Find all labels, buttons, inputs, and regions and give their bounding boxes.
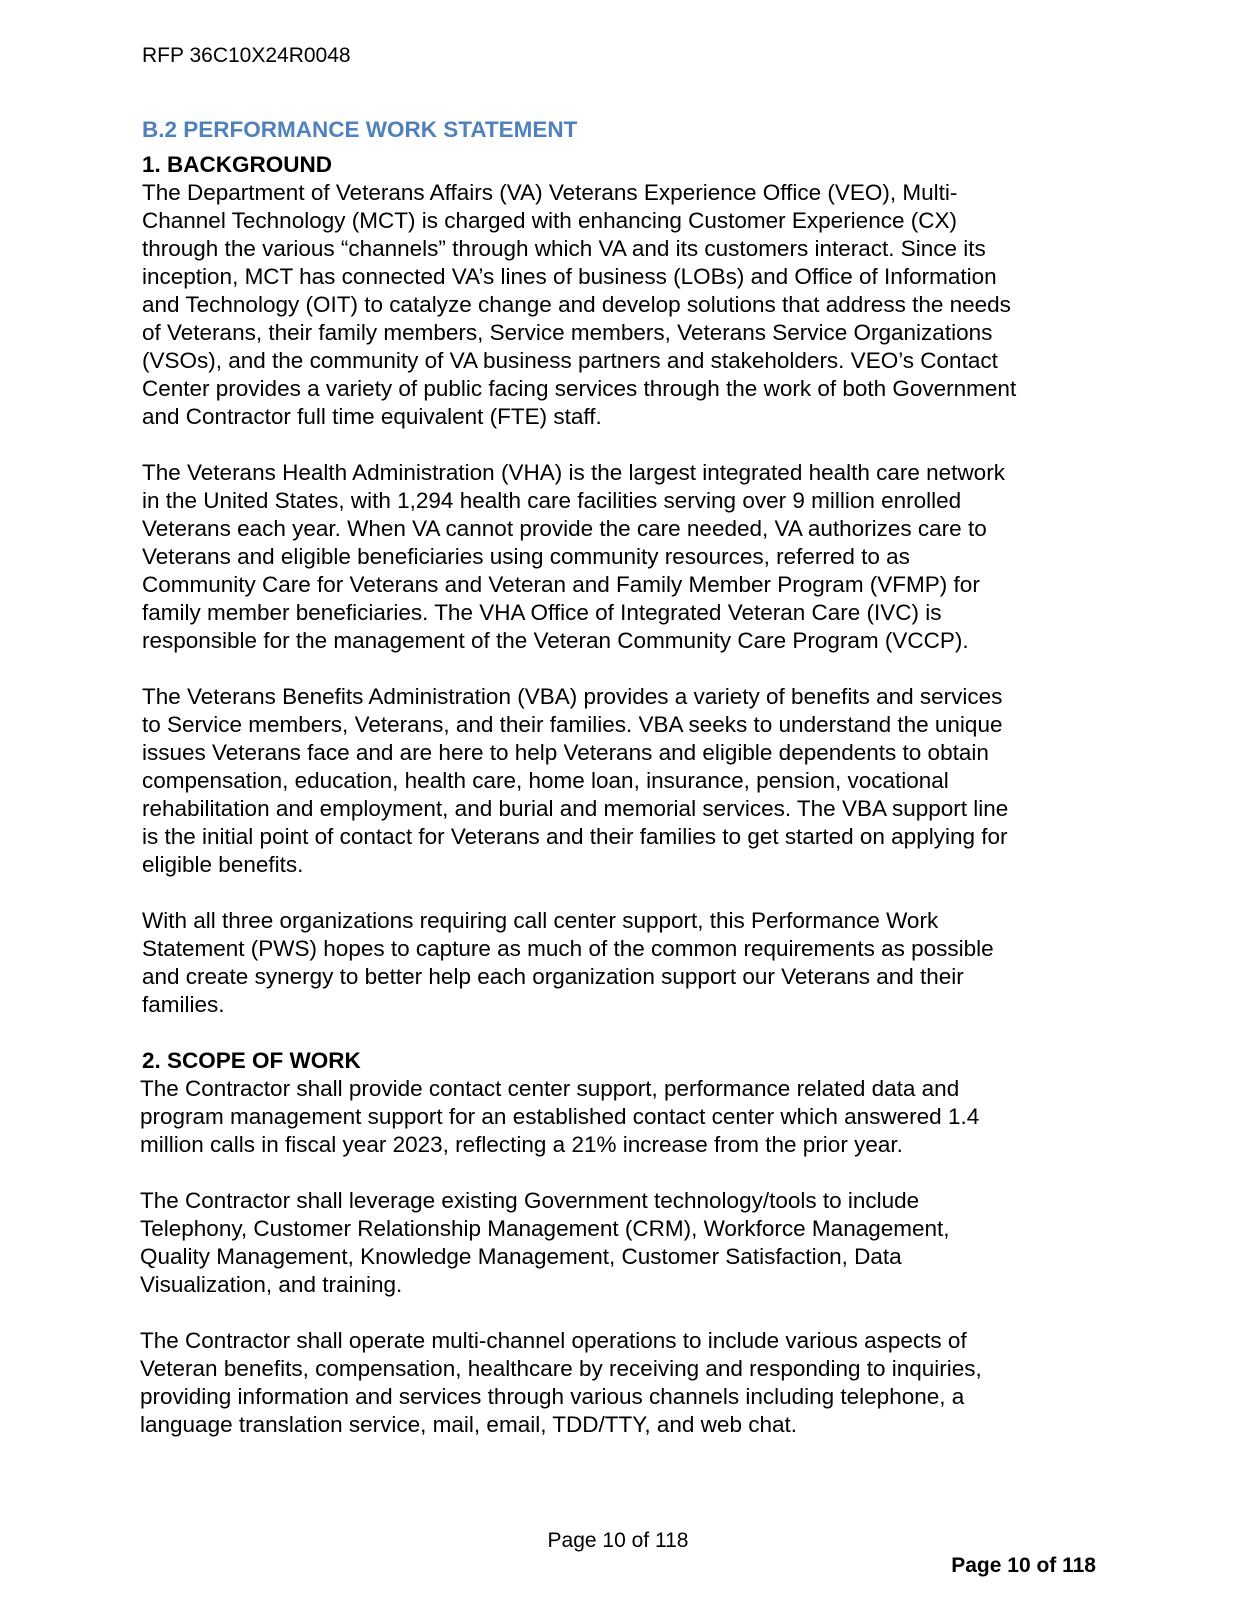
rfp-header: RFP 36C10X24R0048 — [142, 44, 351, 67]
paragraph-line: With all three organizations requiring call center support, this Performance Work — [142, 908, 939, 933]
paragraph-line: Visualization, and training. — [140, 1272, 403, 1297]
paragraph-line: Telephony, Customer Relationship Management (CRM), Workforce Management, — [140, 1216, 950, 1241]
paragraph-line: compensation, education, health care, home loan, insurance, pension, vocational — [142, 768, 949, 793]
paragraph-line: to Service members, Veterans, and their families. VBA seeks to understand the unique — [142, 712, 1003, 737]
paragraph-line: rehabilitation and employment, and burial and memorial services. The VBA support line — [142, 796, 1009, 821]
scope-paragraph — [140, 1075, 1102, 1159]
section-title: B.2 PERFORMANCE WORK STATEMENT — [142, 117, 578, 142]
paragraph-line: Statement (PWS) hopes to capture as much of the common requirements as possible — [142, 936, 994, 961]
paragraph-line: Center provides a variety of public facing services through the work of both Government — [142, 376, 1017, 401]
paragraph-line: Quality Management, Knowledge Management, Customer Satisfaction, Data — [140, 1244, 902, 1269]
paragraph-line: inception, MCT has connected VA’s lines of business (LOBs) and Office of Information — [142, 264, 997, 289]
background-heading: 1. BACKGROUND — [142, 152, 333, 177]
scope-heading: 2. SCOPE OF WORK — [142, 1048, 361, 1073]
paragraph-line: family member beneficiaries. The VHA Office of Integrated Veteran Care (IVC) is — [142, 600, 942, 625]
paragraph-line: The Contractor shall leverage existing Government technology/tools to include — [140, 1188, 920, 1213]
background-paragraph — [142, 179, 1102, 431]
paragraph-line: responsible for the management of the Veteran Community Care Program (VCCP). — [142, 628, 969, 653]
page-number-right: Page 10 of 118 — [951, 1554, 1096, 1577]
paragraph-line: Veteran benefits, compensation, healthcare by receiving and responding to inquiries, — [140, 1356, 982, 1381]
paragraph-line: issues Veterans face and are here to help Veterans and eligible dependents to obtain — [142, 740, 989, 765]
scope-section — [140, 1075, 1102, 1439]
paragraph-line: providing information and services through various channels including telephone, a — [140, 1384, 965, 1409]
paragraph-line: through the various “channels” through which VA and its customers interact. Since its — [142, 236, 986, 261]
paragraph-line: families. — [142, 992, 225, 1017]
paragraph-line: language translation service, mail, email, TDD/TTY, and web chat. — [140, 1412, 797, 1437]
paragraph-line: program management support for an established contact center which answered 1.4 — [140, 1104, 980, 1129]
paragraph-line: Veterans and eligible beneficiaries using community resources, referred to as — [142, 544, 910, 569]
background-paragraph — [142, 907, 1102, 1019]
paragraph-line: million calls in fiscal year 2023, reflecting a 21% increase from the prior year. — [140, 1132, 903, 1157]
background-paragraph — [142, 459, 1102, 655]
paragraph-line: The Department of Veterans Affairs (VA) Veterans Experience Office (VEO), Multi- — [142, 180, 958, 205]
paragraph-line: and Technology (OIT) to catalyze change and develop solutions that address the needs — [142, 292, 1011, 317]
paragraph-line: The Contractor shall provide contact center support, performance related data and — [140, 1076, 960, 1101]
paragraph-line: The Contractor shall operate multi-channel operations to include various aspects of — [140, 1328, 967, 1353]
scope-paragraph — [140, 1187, 1102, 1299]
paragraph-line: (VSOs), and the community of VA business partners and stakeholders. VEO’s Contact — [142, 348, 998, 373]
paragraph-line: and create synergy to better help each organization support our Veterans and their — [142, 964, 964, 989]
paragraph-line: The Veterans Health Administration (VHA) is the largest integrated health care network — [142, 460, 1005, 485]
paragraph-line: of Veterans, their family members, Service members, Veterans Service Organizations — [142, 320, 993, 345]
paragraph-line: The Veterans Benefits Administration (VBA) provides a variety of benefits and services — [142, 684, 1003, 709]
page-content — [142, 115, 1102, 1467]
paragraph-line: is the initial point of contact for Veterans and their families to get started on applying for — [142, 824, 1008, 849]
background-paragraph — [142, 683, 1102, 879]
paragraph-line: Community Care for Veterans and Veteran and Family Member Program (VFMP) for — [142, 572, 980, 597]
page-number-center: Page 10 of 118 — [547, 1529, 689, 1552]
paragraph-line: Channel Technology (MCT) is charged with enhancing Customer Experience (CX) — [142, 208, 957, 233]
paragraph-line: in the United States, with 1,294 health care facilities serving over 9 million enrolled — [142, 488, 962, 513]
scope-paragraph — [140, 1327, 1102, 1439]
paragraph-line: and Contractor full time equivalent (FTE) staff. — [142, 404, 602, 429]
paragraph-line: Veterans each year. When VA cannot provide the care needed, VA authorizes care to — [142, 516, 987, 541]
background-section — [142, 179, 1102, 1019]
paragraph-line: eligible benefits. — [142, 852, 304, 877]
